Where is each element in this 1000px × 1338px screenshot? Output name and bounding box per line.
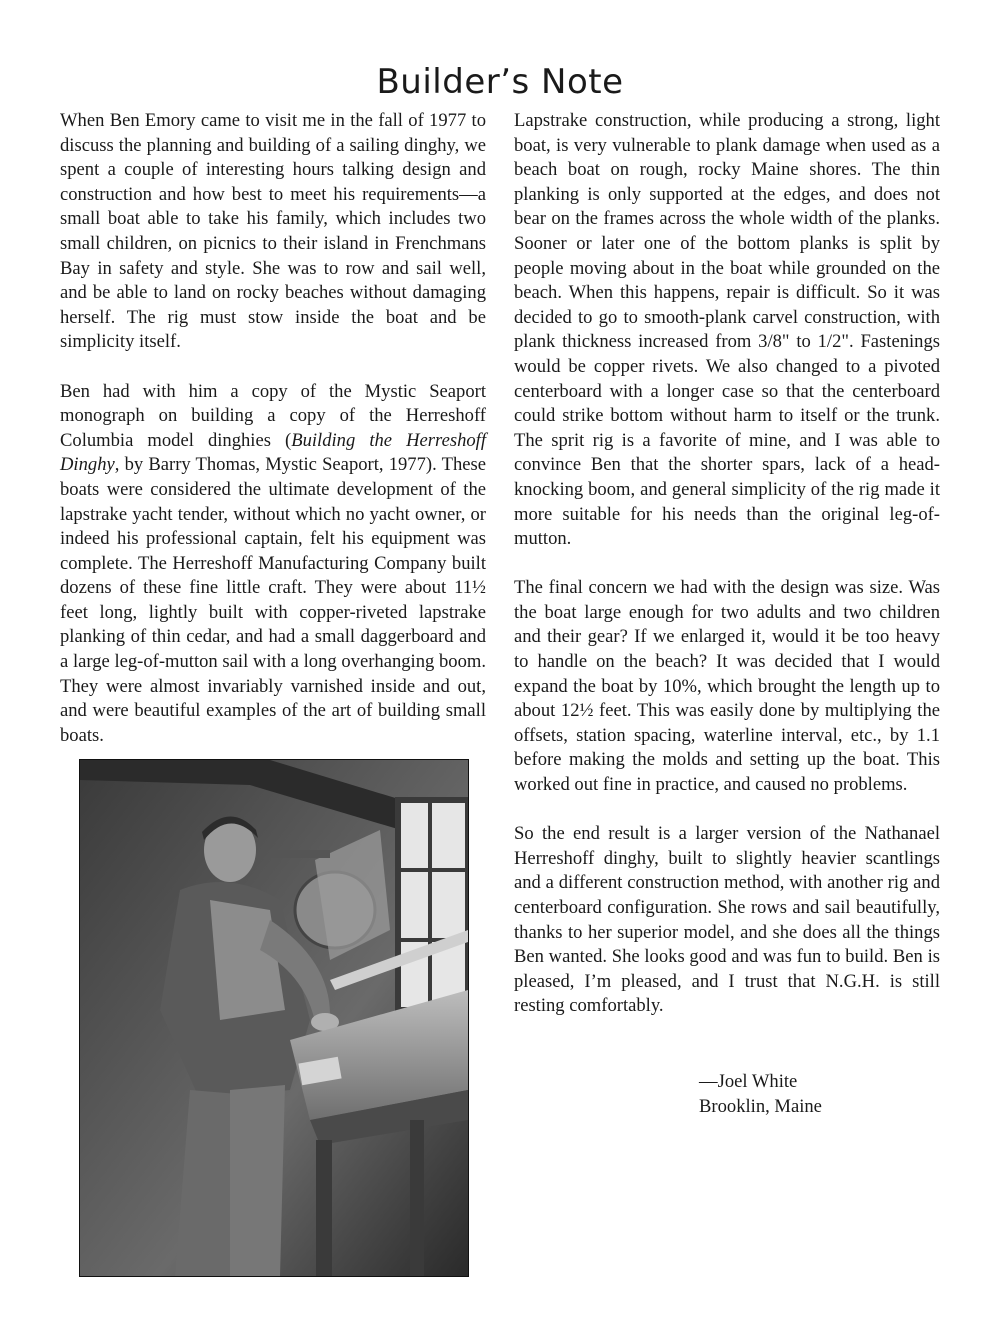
right-paragraph-3: So the end result is a larger version of the Nathanael Herreshoff dinghy, built to slightly heavier scantlings and a different construction method, with another rig and centerboard configuration. She rows and sail beautifully, thanks to her superior model, and she does all the things Ben wanted. She looks good and was fun to build. Ben is pleased, I’m pleased, and I trust that N.G.H. is still resting comfortably. xyxy=(514,823,940,1017)
right-paragraph-1: Lapstrake construction, while producing a strong, light boat, is very vulnerable to plank damage when used as a beach boat on rough, rocky Maine shores. The thin planking is only supported at the edges, and does not bear on the frames across the whole width of the planks. Sooner or later one of the bottom planks is split by people moving about in the boat while grounded on the beach. When this happens, repair is difficult. So it was decided to go to smooth-plank carvel construction, with plank thickness increased from 3/8" to 1/2". Fastenings would be copper rivets. We also changed to a pivoted centerboard with a longer case so that the centerboard could strike bottom without harm to itself or the trunk. The sprit rig is a favorite of mine, and I was able to convince Ben that the shorter spars, lack of a head-knocking boom, and general simplicity of the rig made it more suitable for his needs than the original leg-of-mutton. xyxy=(514,110,940,550)
signature-block xyxy=(699,1070,822,1119)
signature-place: Brooklin, Maine xyxy=(699,1095,822,1117)
left-paragraph-1: When Ben Emory came to visit me in the fall of 1977 to discuss the planning and building of a sailing dinghy, we spent a couple of interesting hours talking design and construction and how best to meet his requirements—a small boat able to take his family, which includes two small children, on picnics to their island in Frenchmans Bay in safety and style. She was to row and sail well, and be able to land on rocky beaches without damaging herself. The rig must stow inside the boat and be simplicity itself. xyxy=(60,110,486,353)
right-paragraph-2: The final concern we had with the design was size. Was the boat large enough for two adults and two children and their gear? If we enlarged it, would it be too heavy to handle on the beach? It was decided that I would expand the boat by 10%, which brought the length up to about 12½ feet. This was easily done by multiplying the offsets, station spacing, waterline interval, etc., by 1.1 before making the molds and setting up the boat. This worked out fine in practice, and caused no problems. xyxy=(514,577,940,796)
page-title: Builder’s Note xyxy=(376,62,624,102)
workshop-photo xyxy=(79,759,469,1277)
book-title: Building the Herreshoff Dinghy xyxy=(60,429,486,476)
signature-name: —Joel White xyxy=(699,1071,798,1092)
workshop-photo-illustration xyxy=(80,760,468,1276)
left-paragraph-2-end: , by Barry Thomas, Mystic Seaport, 1977). These boats were considered the ultimate development of the lapstrake yacht tender, without which no yacht owner, or indeed his professional captain, felt his equipment was complete. The Herreshoff Manufacturing Company built dozens of these fine little craft. They were about 11½ feet long, lightly built with copper-riveted lapstrake planking of thin cedar, and had a small daggerboard and a large leg-of-mutton sail with a long overhanging boom. They were almost invariably varnished inside and out, and were beautiful examples of the art of building small boats. xyxy=(60,454,486,746)
right-column xyxy=(514,109,940,1019)
left-paragraph-2-start: Ben had with him a copy of the Mystic Seaport monograph on building a copy of the Herreshoff Columbia model dinghies ( xyxy=(60,380,486,451)
left-paragraph-2 xyxy=(60,380,486,749)
left-column xyxy=(60,109,486,748)
